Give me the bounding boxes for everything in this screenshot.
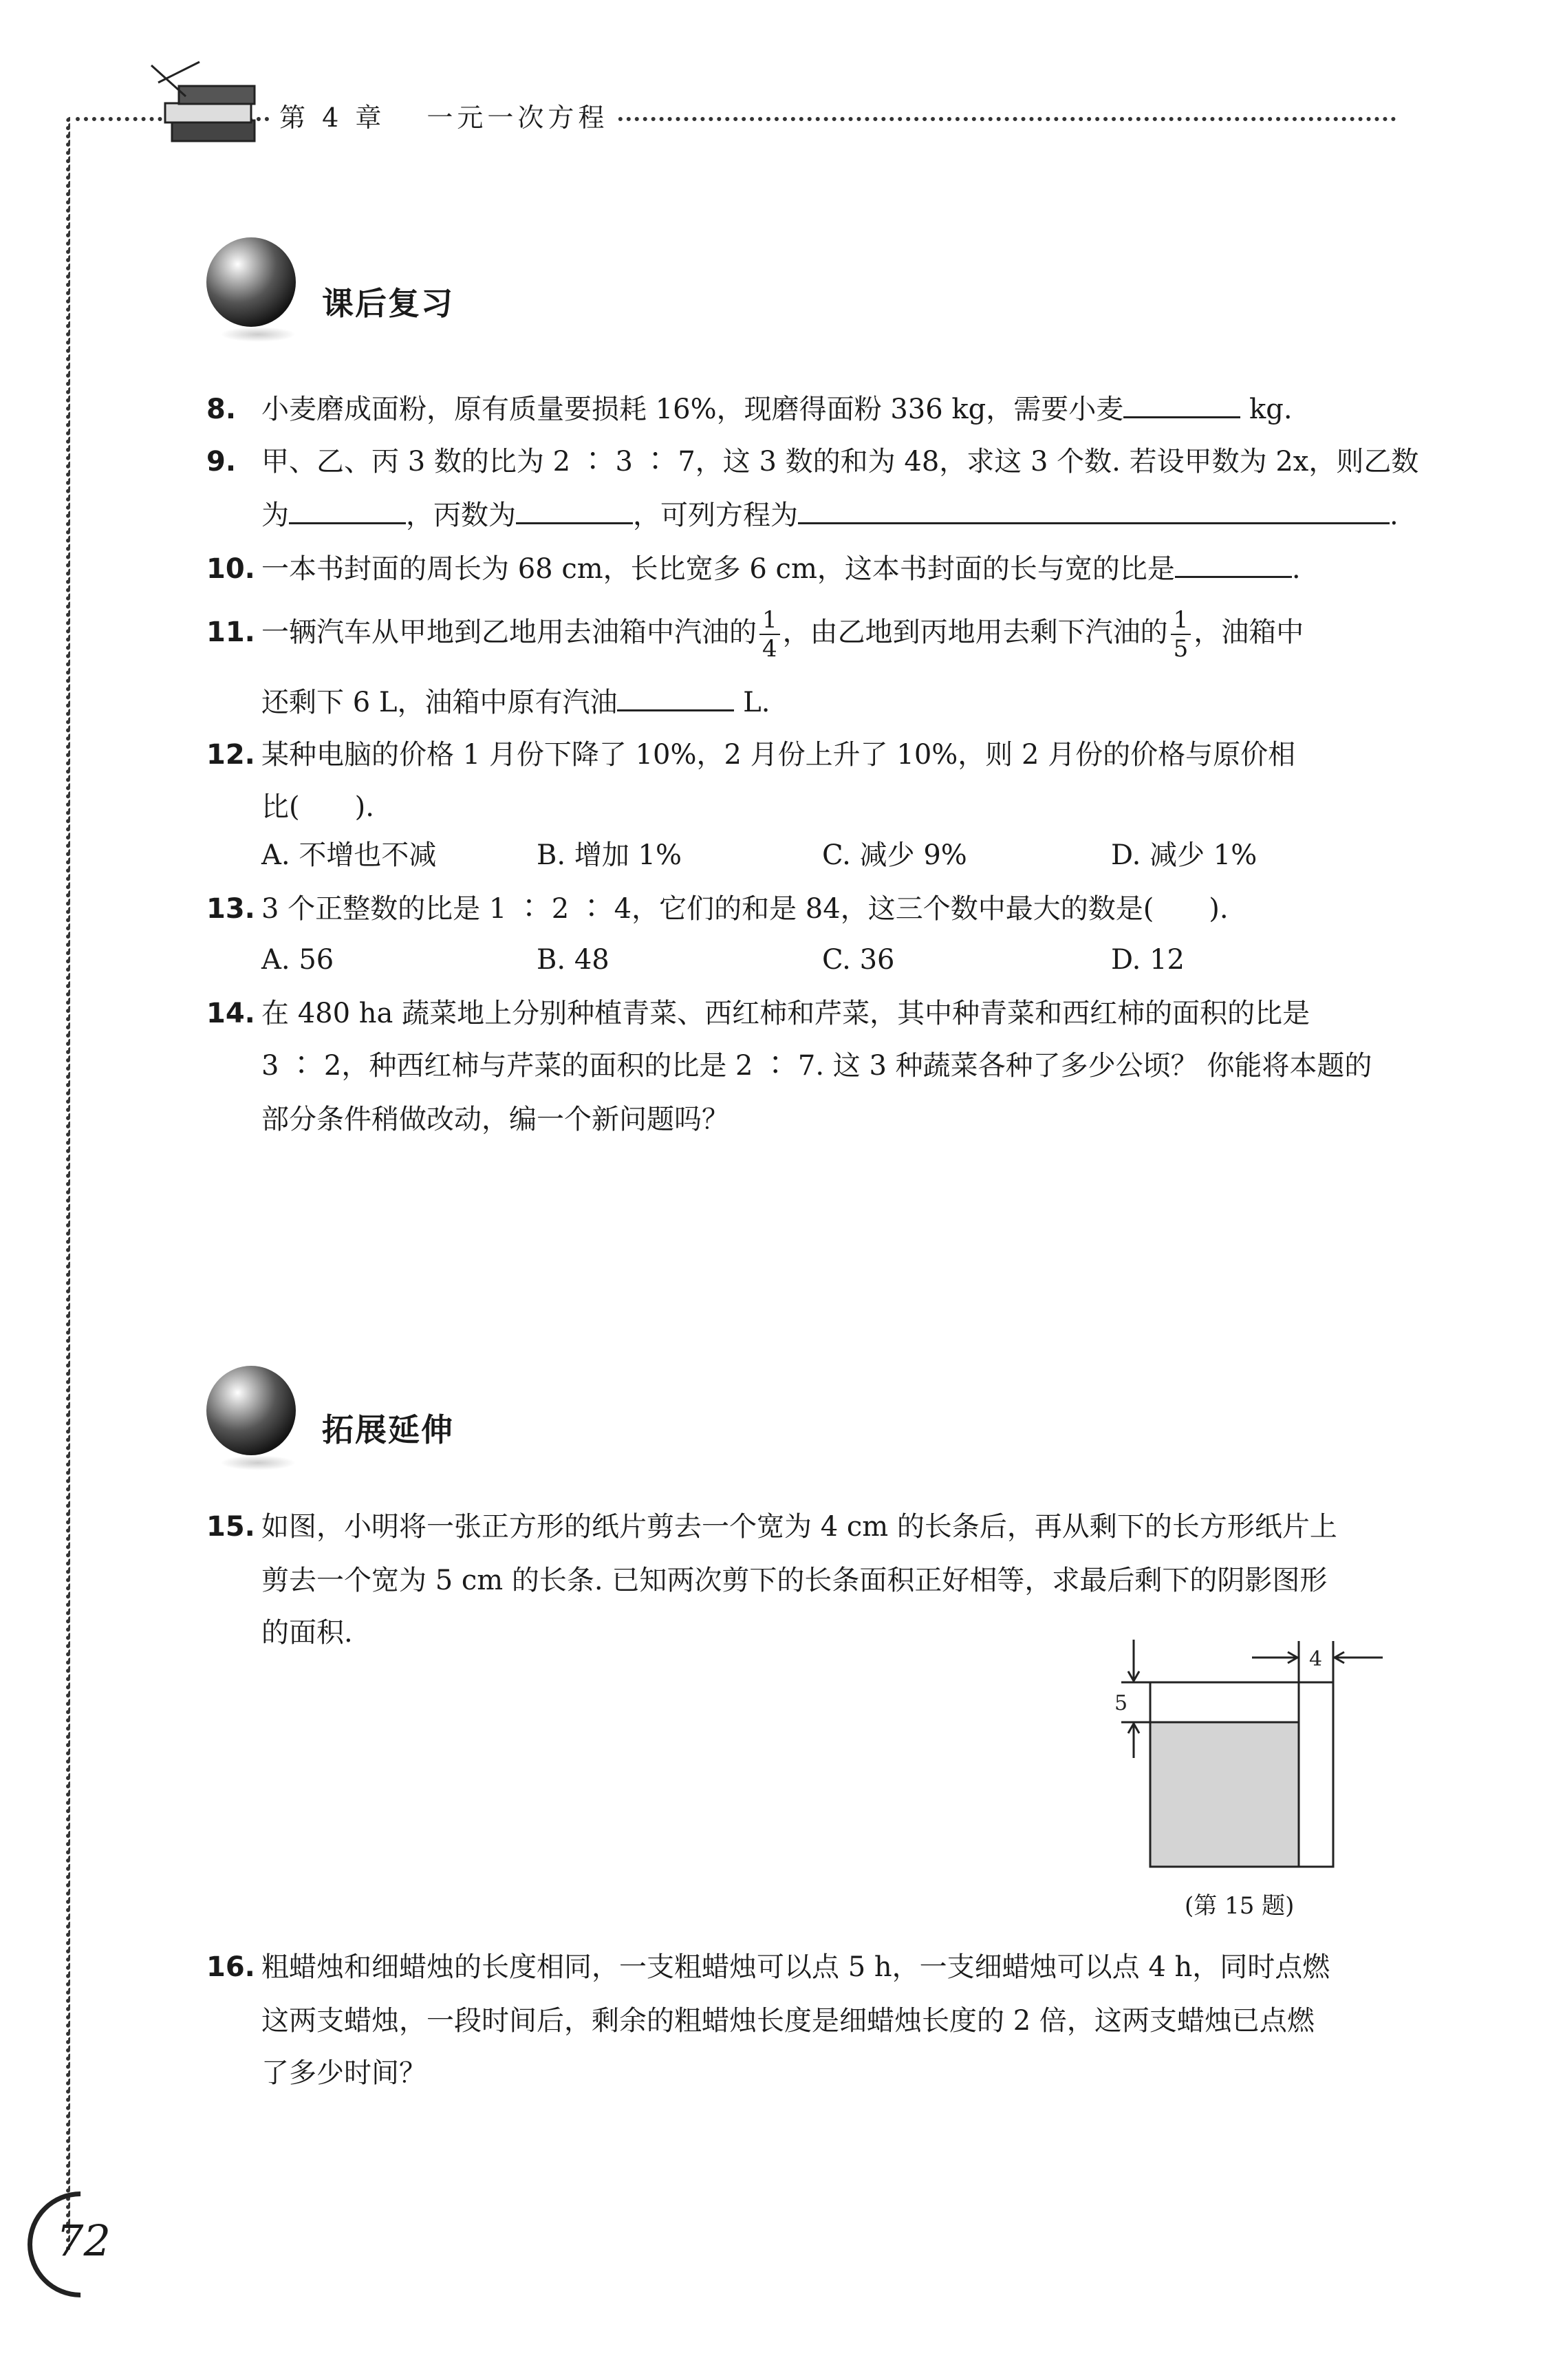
q9-blank-b[interactable] [289,495,406,524]
q11-frac1-den: 4 [762,635,777,663]
q9-text-d: . [1390,500,1399,531]
q11-line1 [261,605,1304,663]
q11-text-b: ，由乙地到丙地用去剩下汽油的 [782,617,1168,648]
q11-frac1-num: 1 [759,606,780,635]
q11-line2-a: 还剩下 6 L，油箱中原有汽油 [261,687,618,718]
q13-option-d[interactable]: D. 12 [1111,944,1185,976]
q10-text-a: 一本书封面的周长为 68 cm，长比宽多 6 cm，这本书封面的长与宽的比是 [261,553,1175,585]
q11-text-c: ，油箱中 [1194,617,1304,648]
q15-figure-caption: (第 15 题) [1185,1892,1295,1920]
section-ball-icon [206,237,296,327]
q12-line2: 比( ). [261,791,374,823]
q8-text-a: 小麦磨成面粉，原有质量要损耗 16%，现磨得面粉 336 kg，需要小麦 [261,394,1124,425]
q11-text-a: 一辆汽车从甲地到乙地用去油箱中汽油的 [261,617,757,648]
q12-option-b[interactable]: B. 增加 1% [537,839,682,871]
chapter-title: 一元一次方程 [427,103,609,133]
q11-fraction-2 [1171,606,1191,663]
q9-text-c: ，可列方程为 [633,500,798,531]
q9-blank-equation[interactable] [798,495,1390,524]
q8-number: 8. [206,394,237,425]
q15-line2: 剪去一个宽为 5 cm 的长条. 已知两次剪下的长条面积正好相等，求最后剩下的阴影图形 [261,1565,1328,1596]
q16-line3: 了多少时间？ [261,2057,427,2089]
q13-option-a[interactable]: A. 56 [261,944,334,976]
q9-text-a: 为 [261,500,289,531]
q16-line1: 粗蜡烛和细蜡烛的长度相同，一支粗蜡烛可以点 5 h，一支细蜡烛可以点 4 h，同时点燃 [261,1951,1330,1983]
dim-label-4: 4 [1309,1647,1323,1671]
q11-frac2-num: 1 [1171,606,1191,635]
q15-number: 15. [206,1511,255,1543]
q14-number: 14. [206,998,255,1029]
q9-number: 9. [206,446,237,478]
q11-line2-b: L. [743,687,770,718]
q10-text-b: . [1291,553,1301,585]
q10-number: 10. [206,553,255,585]
shaded-region [1150,1722,1299,1867]
book-stack-icon [138,55,268,158]
page-number: 72 [56,2216,111,2266]
q8-text-b: kg. [1249,394,1293,425]
page-border-dotted [66,117,70,2250]
q10-text [261,542,1301,596]
section-title-review: 课后复习 [322,285,454,322]
q11-fraction-1 [759,606,780,663]
q15-figure [1108,1634,1396,1909]
q12-option-d[interactable]: D. 减少 1% [1111,839,1258,871]
q13-option-c[interactable]: C. 36 [822,944,895,976]
q9-line2 [261,489,1399,542]
q8-blank[interactable] [1123,389,1240,418]
q16-number: 16. [206,1951,255,1983]
q14-line3: 部分条件稍做改动，编一个新问题吗？ [261,1104,729,1135]
q9-blank-c[interactable] [516,495,633,524]
q13-number: 13. [206,893,255,925]
q9-line1: 甲、乙、丙 3 数的比为 2 ∶ 3 ∶ 7，这 3 数的和为 48，求这 3 个数. 若设甲数为 2x，则乙数 [261,446,1419,478]
section-ball-icon [206,1366,296,1455]
q11-frac2-den: 5 [1173,635,1189,663]
q11-line2 [261,676,770,729]
q12-line1: 某种电脑的价格 1 月份下降了 10%，2 月份上升了 10%，则 2 月份的价格与原价相 [261,739,1296,771]
chapter-header [270,96,618,134]
q12-option-c[interactable]: C. 减少 9% [822,839,967,871]
q12-option-a[interactable]: A. 不增也不减 [261,839,437,871]
q11-blank[interactable] [617,682,734,711]
q11-number: 11. [206,617,255,648]
q15-line1: 如图，小明将一张正方形的纸片剪去一个宽为 4 cm 的长条后，再从剩下的长方形纸片上 [261,1511,1337,1543]
q14-line2: 3 ∶ 2，种西红柿与芹菜的面积的比是 2 ∶ 7. 这 3 种蔬菜各种了多少公顷？ 你能将本题的 [261,1050,1372,1082]
q12-number: 12. [206,739,255,771]
section-title-extension: 拓展延伸 [322,1411,454,1448]
q13-option-b[interactable]: B. 48 [537,944,609,976]
chapter-number: 第 4 章 [279,103,386,133]
dim-label-5: 5 [1114,1691,1128,1715]
q13-line1: 3 个正整数的比是 1 ∶ 2 ∶ 4，它们的和是 84，这三个数中最大的数是( ). [261,893,1229,925]
q15-line3: 的面积. [261,1617,353,1649]
q8-text [261,383,1293,436]
q10-blank[interactable] [1175,548,1292,578]
q9-text-b: ，丙数为 [406,500,516,531]
q16-line2: 这两支蜡烛，一段时间后，剩余的粗蜡烛长度是细蜡烛长度的 2 倍，这两支蜡烛已点燃 [261,2005,1315,2037]
q14-line1: 在 480 ha 蔬菜地上分别种植青菜、西红柿和芹菜，其中种青菜和西红柿的面积的比是 [261,998,1310,1029]
